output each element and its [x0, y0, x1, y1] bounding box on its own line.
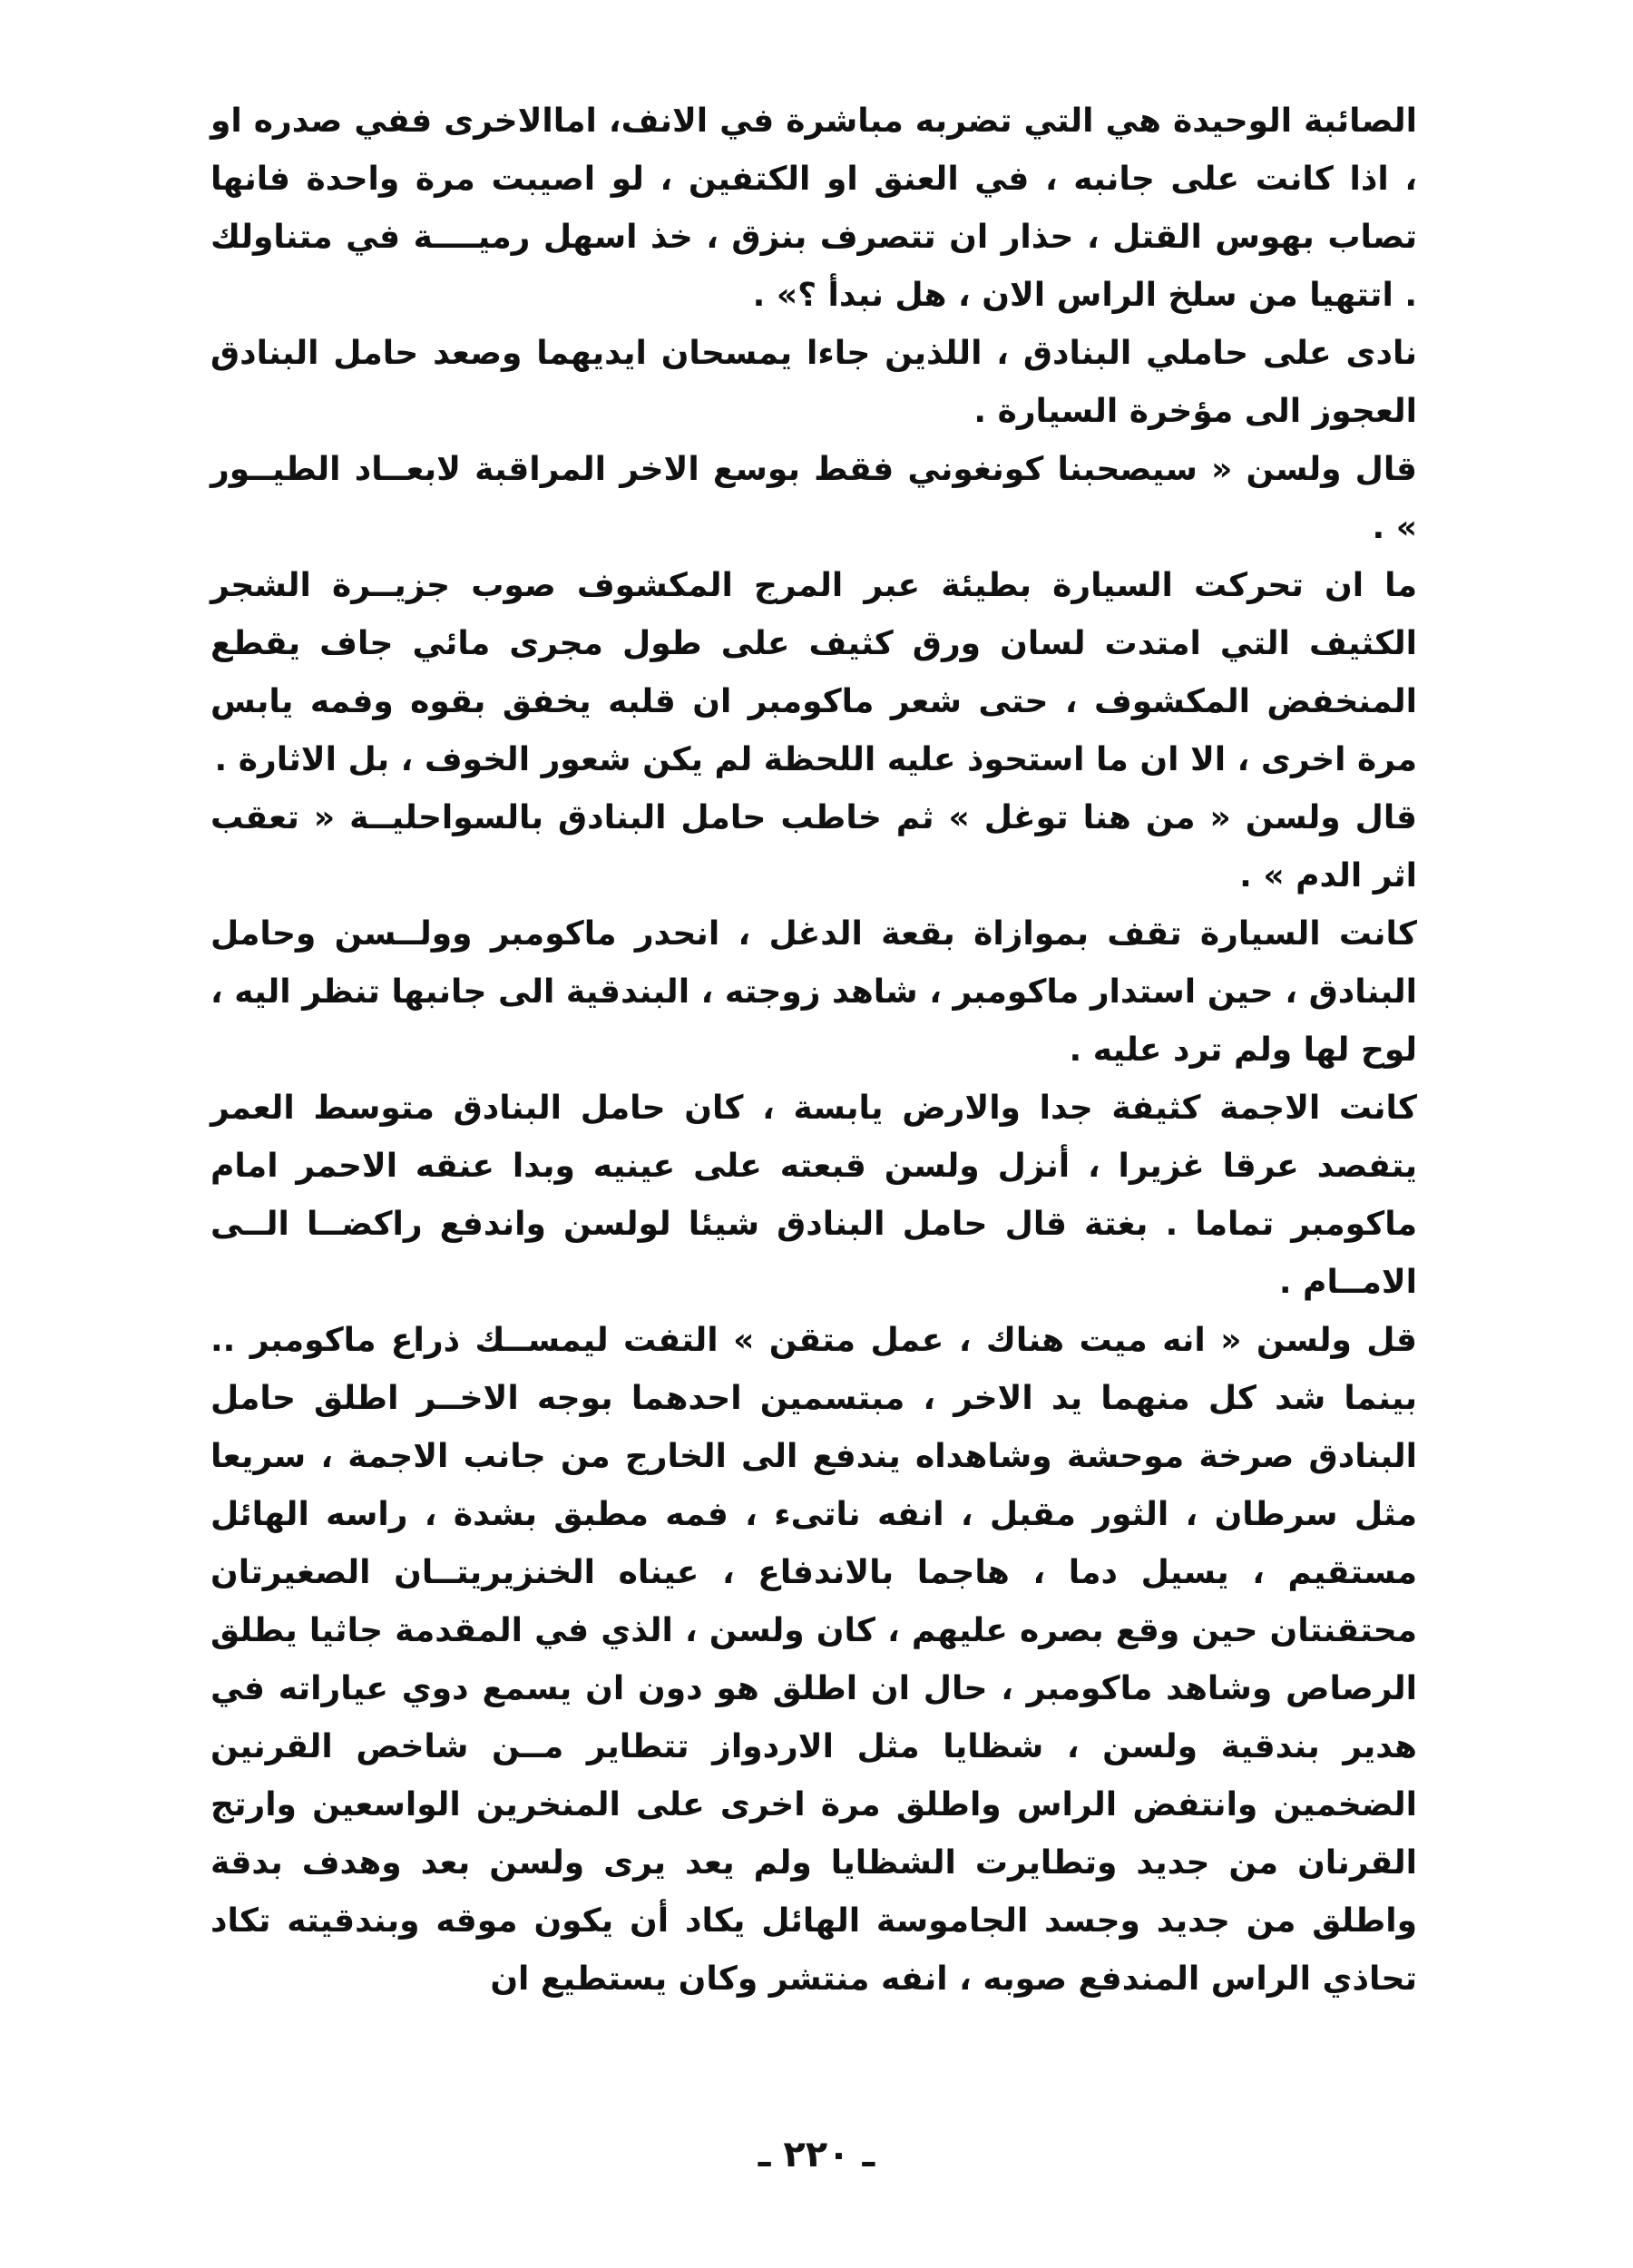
paragraph-3: قال ولسن « سيصحبنا كونغوني فقط بوسع الاخر المراقبة لابعــاد الطيــور » .	[210, 451, 1417, 546]
paragraph-4: ما ان تحركت السيارة بطيئة عبر المرج المكشوف صوب جزيــرة الشجر الكثيف التي امتدت لسان ورق كثيف على طول مجرى مائي جاف يقطع المنخفض المكشوف ، حتى شعر ماكومبر ان قلبه يخفق بقوه وفمه يابس مرة اخرى ، الا ان ما استحوذ عليه اللحظة لم يكن شعور الخوف ، بل الاثارة .	[210, 567, 1417, 778]
paragraph-2: نادى على حاملي البنادق ، اللذين جاءا يمسحان ايديهما وصعد حامل البنادق العجوز الى مؤخرة السيارة .	[210, 335, 1417, 430]
paragraph-7: كانت الاجمة كثيفة جدا والارض يابسة ، كان حامل البنادق متوسط العمر يتفصد عرقا غزيرا ، أنزل ولسن قبعته على عينيه وبدا عنقه الاحمر امام ماكومبر تماما . بغتة قال حامل البنادق شيئا لولسن واندفع راكضــا الــى الامــام .	[210, 1090, 1417, 1301]
paragraph-5: قال ولسن « من هنا توغل » ثم خاطب حامل البنادق بالسواحليــة « تعقب اثر الدم » .	[210, 799, 1417, 894]
body-text	[210, 93, 1417, 2009]
paragraph-8: قل ولسن « انه ميت هناك ، عمل متقن » التفت ليمســك ذراع ماكومبر .. بينما شد كل منهما يد الاخر ، مبتسمين احدهما بوجه الاخــر اطلق حامل البنادق صرخة موحشة وشاهداه يندفع الى الخارج من جانب الاجمة ، سريعا مثل سرطان ، الثور مقبل ، انفه ناتىء ، فمه مطبق بشدة ، راسه الهائل مستقيم ، يسيل دما ، هاجما بالاندفاع ، عيناه الخنزيريتــان الصغيرتان محتقنتان حين وقع بصره عليهم ، كان ولسن ، الذي في المقدمة جاثيا يطلق الرصاص وشاهد ماكومبر ، حال ان اطلق هو دون ان يسمع دوي عياراته في هدير بندقية ولسن ، شظايا مثل الاردواز تتطاير مــن شاخص القرنين الضخمين وانتفض الراس واطلق مرة اخرى على المنخرين الواسعين وارتج القرنان من جديد وتطايرت الشظايا ولم يعد يرى ولسن بعد وهدف بدقة واطلق من جديد وجسد الجاموسة الهائل يكاد أن يكون موقه وبندقيته تكاد تحاذي الراس المندفع صوبه ، انفه منتشر وكان يستطيع ان	[210, 1322, 1417, 1998]
paragraph-6: كانت السيارة تقف بموازاة بقعة الدغل ، انحدر ماكومبر وولــسن وحامل البنادق ، حين استدار ماكومبر ، شاهد زوجته ، البندقية الى جانبها تنظر اليه ، لوح لها ولم ترد عليه .	[210, 915, 1417, 1069]
paragraph-1: الصائبة الوحيدة هي التي تضربه مباشرة في الانف، اماالاخرى ففي صدره او ، اذا كانت على جانبه ، في العنق او الكتفين ، لو اصيبت مرة واحدة فانها تصاب بهوس القتل ، حذار ان تتصرف بنزق ، خذ اسهل رميــــة في متناولك . اتتهيا من سلخ الراس الان ، هل نبدأ ؟» .	[210, 103, 1417, 314]
page-number: ـ ٢٢٠ ـ	[758, 2134, 875, 2175]
